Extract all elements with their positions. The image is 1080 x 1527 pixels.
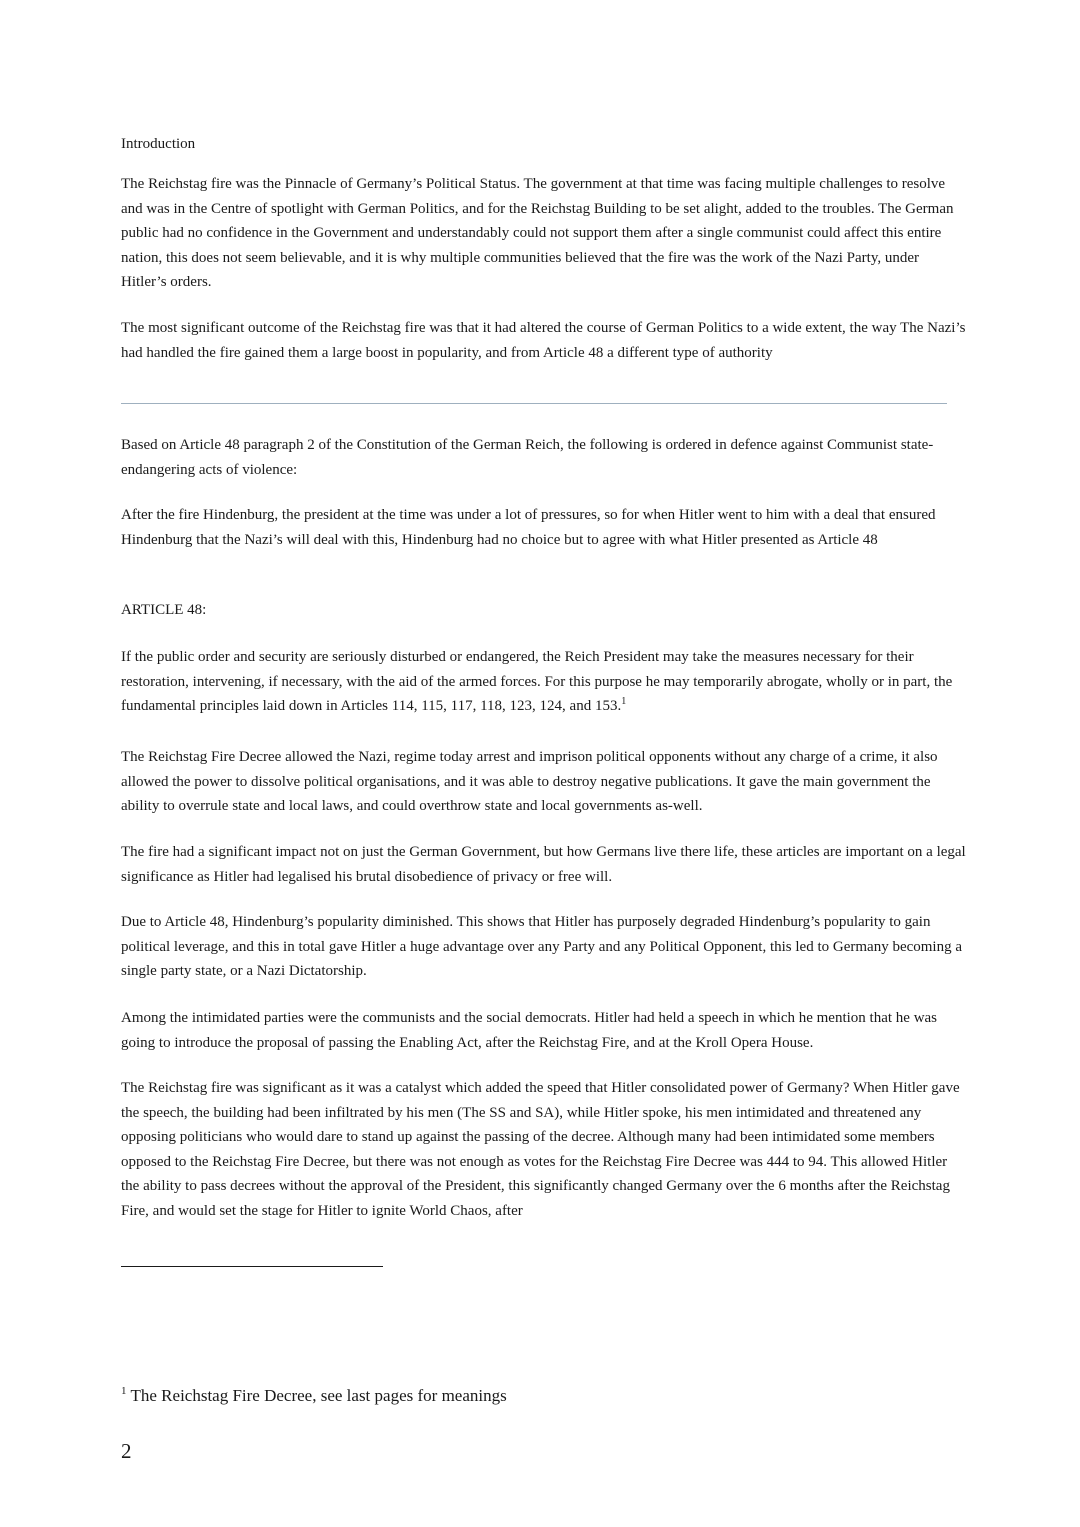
article-heading: ARTICLE 48: — [121, 602, 207, 618]
section-divider — [121, 403, 947, 404]
paragraph-impact: The fire had a significant impact not on just the German Government, but how Germans live there life, these articles are important on a legal significance as Hitler had legalised his brutal disobedience of privacy or free will. — [121, 844, 966, 885]
footnote-text: The Reichstag Fire Decree, see last pages for meanings — [130, 1386, 507, 1405]
paragraph-outcome: The most significant outcome of the Reichstag fire was that it had altered the course of German Politics to a wide extent, the way The Nazi’s had handled the fire gained them a large boost in popularity, and from Article 48 a different type of authority — [121, 320, 966, 361]
footnote-marker: 1 — [121, 1385, 127, 1398]
paragraph-article-text — [121, 645, 966, 719]
paragraph-popularity: Due to Article 48, Hindenburg’s popularity diminished. This shows that Hitler has purposely degraded Hindenburg’s popularity to gain political leverage, and this in total gave Hitler a huge advantage over any Party and any Political Opponent, this led to Germany becoming a single party state, or a Nazi Dictatorship. — [121, 914, 962, 979]
paragraph-intro: The Reichstag fire was the Pinnacle of Germany’s Political Status. The government at that time was facing multiple challenges to resolve and was in the Centre of spotlight with German Politics, and for the Reichstag Building to be set alight, added to the troubles. The German public had no confidence in the Government and understandably could not support them after a single communist could affect this entire nation, this does not seem believable, and it is why multiple communities believed that the fire was the work of the Nazi Party, under Hitler’s orders. — [121, 176, 954, 290]
paragraph-intimidated-parties: Among the intimidated parties were the communists and the social democrats. Hitler had held a speech in which he mention that he was going to introduce the proposal of passing the Enabling Act, after the Reichstag Fire, and at the Kroll Opera House. — [121, 1010, 938, 1051]
footnote-separator — [121, 1266, 383, 1267]
footnote — [121, 1384, 507, 1408]
footnote-reference[interactable]: 1 — [621, 696, 627, 707]
article-text: If the public order and security are seriously disturbed or endangered, the Reich President may take the measures necessary for their restoration, intervening, if necessary, with the aid of the armed forces. For this purpose he may temporarily abrogate, wholly or in part, the fundamental principles laid down in Articles 114, 115, 117, 118, 123, 124, and 153. — [121, 649, 953, 714]
page-number: 2 — [121, 1439, 132, 1463]
paragraph-catalyst: The Reichstag fire was significant as it was a catalyst which added the speed that Hitler consolidated power of Germany? When Hitler gave the speech, the building had been infiltrated by his men (The SS and SA), while Hitler spoke, his men intimidated and threatened any opposing politicians who would dare to stand up against the passing of the decree. Although many had been intimidated some members opposed to the Reichstag Fire Decree, but there was not enough as votes for the Reichstag Fire Decree was 444 to 94. This allowed Hitler the ability to pass decrees without the approval of the President, this significantly changed Germany over the 6 months after the Reichstag Fire, and would set the stage for Hitler to ignite World Chaos, after — [121, 1080, 960, 1219]
paragraph-hindenburg-deal: After the fire Hindenburg, the president at the time was under a lot of pressures, so for when Hitler went to him with a deal that ensured Hindenburg that the Nazi’s will deal with this, Hindenburg had no choice but to agree with what Hitler presented as Article 48 — [121, 507, 936, 548]
paragraph-decree-order: Based on Article 48 paragraph 2 of the Constitution of the German Reich, the following is ordered in defence against Communist state-endangering acts of violence: — [121, 437, 934, 478]
intro-heading: Introduction — [121, 136, 196, 152]
paragraph-decree-effects: The Reichstag Fire Decree allowed the Nazi, regime today arrest and imprison political opponents without any charge of a crime, it also allowed the power to dissolve political organisations, and it was able to destroy negative publications. It gave the main government the ability to overrule state and local laws, and could overthrow state and local governments as-well. — [121, 749, 938, 814]
